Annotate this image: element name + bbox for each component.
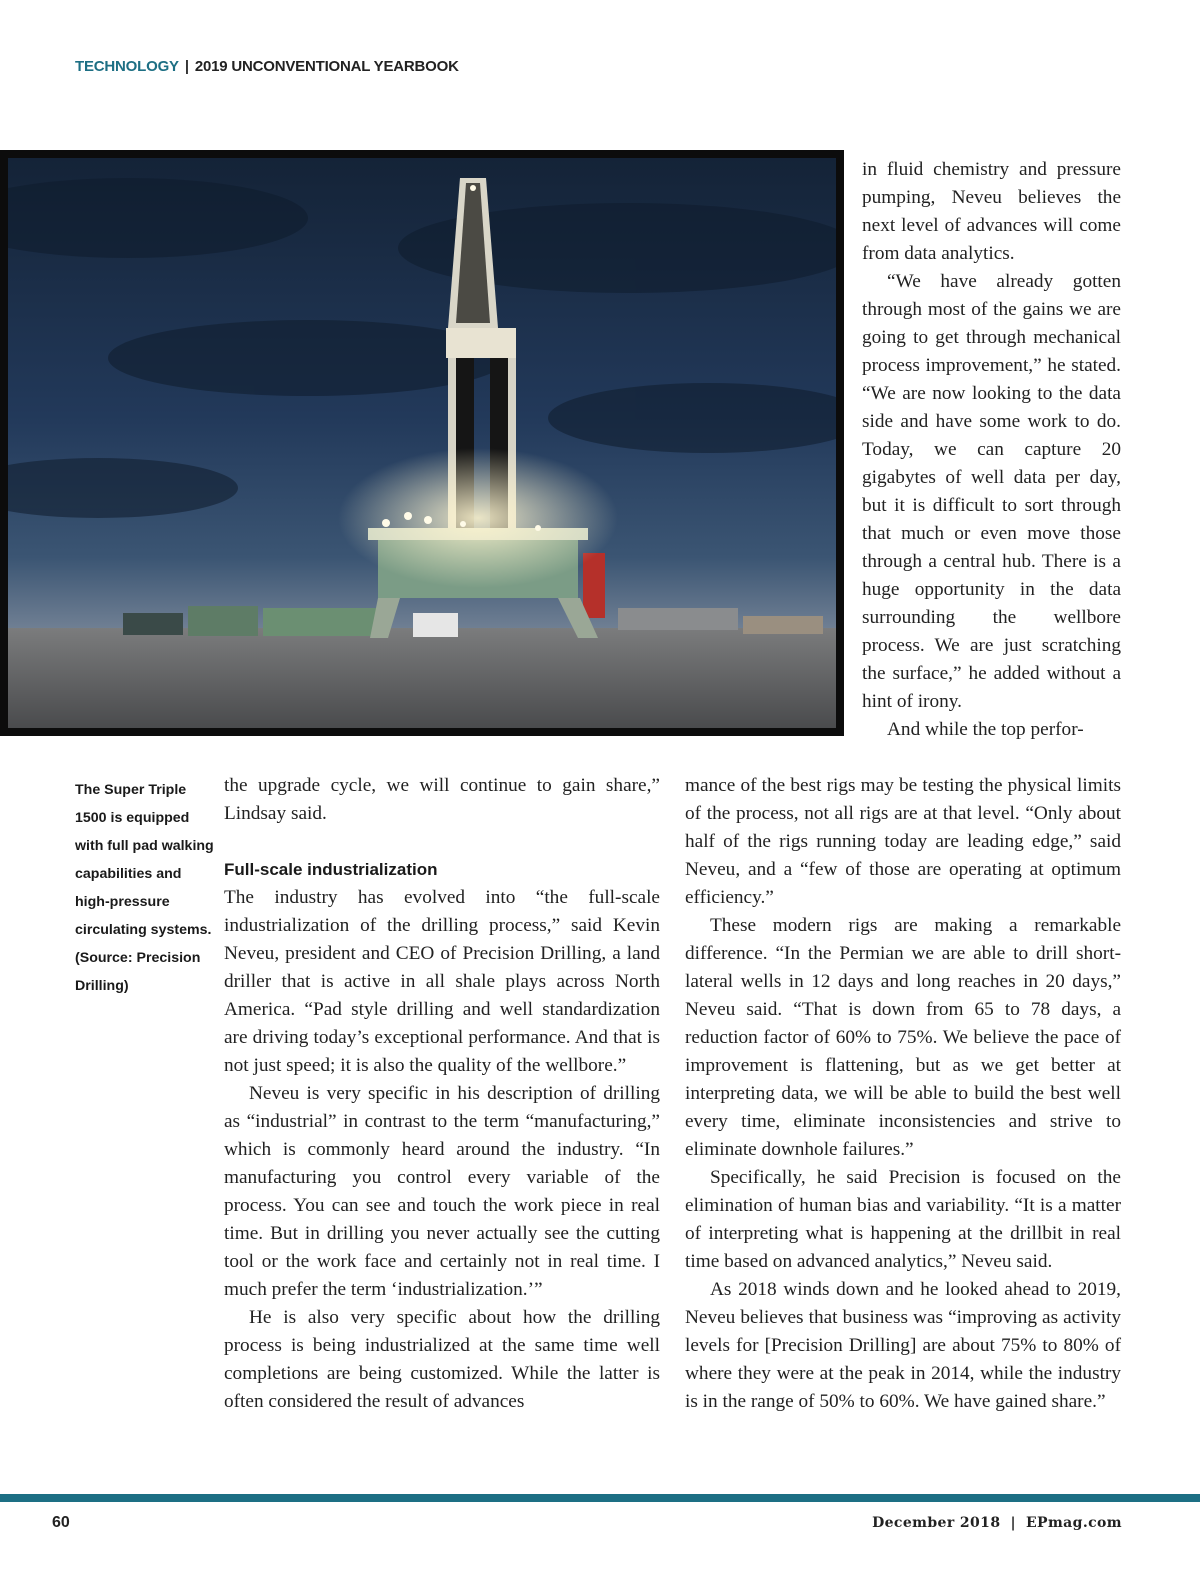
drilling-rig-photo	[0, 150, 844, 736]
paragraph: These modern rigs are making a remarkable difference. “In the Permian we are able to drill short-lateral wells in 12 days and long reaches in 20 days,” Neveu said. “That is down from 65 to 78 days, a reduction factor of 60% to 75%. We believe the pace of improvement is flattening, but as we get better at interpreting data, we will be able to build the best well every time, eliminate inconsistencies and strive to eliminate downhole failures.”	[685, 915, 1121, 1160]
paragraph: in fluid chemistry and pressure pumping, Neveu believes the next level of advances will come from data analytics.	[862, 159, 1121, 264]
paragraph: And while the top perfor-	[887, 719, 1084, 740]
publication-title: 2019 UNCONVENTIONAL YEARBOOK	[194, 58, 459, 75]
footer-rule	[0, 1494, 1200, 1502]
header-separator: |	[184, 58, 189, 75]
paragraph: He is also very specific about how the drilling process is being industrialized at the same time well completions are being customized. While the latter is often considered the result of advances	[224, 1307, 660, 1412]
rig-illustration	[8, 158, 836, 728]
right-column-top	[862, 156, 1121, 744]
paragraph: Neveu is very specific in his description of drilling as “industrial” in contrast to the term “manufacturing,” which is commonly heard around the industry. “In manufacturing you control every variable of the process. You can see and touch the work piece in real time. But in drilling you never actually see the cutting tool or the work face and certainly not in real time. I much prefer the term ‘industrialization.’”	[224, 1083, 660, 1300]
paragraph: the upgrade cycle, we will continue to gain share,” Lindsay said.	[224, 775, 660, 824]
left-column	[224, 772, 660, 1416]
ground	[8, 628, 836, 728]
section-subhead: Full-scale industrialization	[224, 860, 438, 879]
site-link[interactable]: EPmag.com	[1025, 1515, 1122, 1531]
paragraph: “We have already gotten through most of the gains we are going to get through mechanical process improvement,” he stated. “We are now looking to the data side and have some work to do. Today, we can capture 20 gigabytes of well data per day, but it is difficult to sort through that much or even move those through a central hub. There is a huge opportunity in the data surrounding the wellbore process. We are just scratching the surface,” he added without a hint of irony.	[862, 271, 1121, 712]
rig-light-glow	[338, 448, 618, 588]
section-label: TECHNOLOGY	[75, 58, 179, 75]
figure-caption: The Super Triple 1500 is equipped with full pad walking capabilities and high-pressure circulating systems. (Source: Precision Drilling)	[75, 782, 214, 994]
footer-info	[872, 1515, 1122, 1531]
paragraph: The industry has evolved into “the full-scale industrialization of the drilling process,” said Kevin Neveu, president and CEO of Precision Drilling, a land driller that is active in all shale plays across North America. “Pad style drilling and well standardization are driving today’s exceptional performance. And that is not just speed; it is also the quality of the wellbore.”	[224, 887, 660, 1076]
issue-date: December 2018	[872, 1515, 1001, 1531]
paragraph: As 2018 winds down and he looked ahead to 2019, Neveu believes that business was “improving as activity levels for [Precision Drilling] are about 75% to 80% of where they were at the peak in 2014, while the industry is in the range of 50% to 60%. We have gained share.”	[685, 1279, 1121, 1412]
footer-separator: |	[1010, 1515, 1016, 1531]
paragraph: Specifically, he said Precision is focused on the elimination of human bias and variability. “It is a matter of interpreting what is happening at the drillbit in real time based on advanced analytics,” Neveu said.	[685, 1167, 1121, 1272]
right-column-bottom	[685, 772, 1121, 1416]
paragraph: mance of the best rigs may be testing the physical limits of the process, not all rigs are at that level. “Only about half of the rigs running today are leading edge,” said Neveu, and a “few of those are operating at optimum efficiency.”	[685, 775, 1121, 908]
running-head	[75, 58, 459, 75]
page-number: 60	[52, 1514, 70, 1531]
